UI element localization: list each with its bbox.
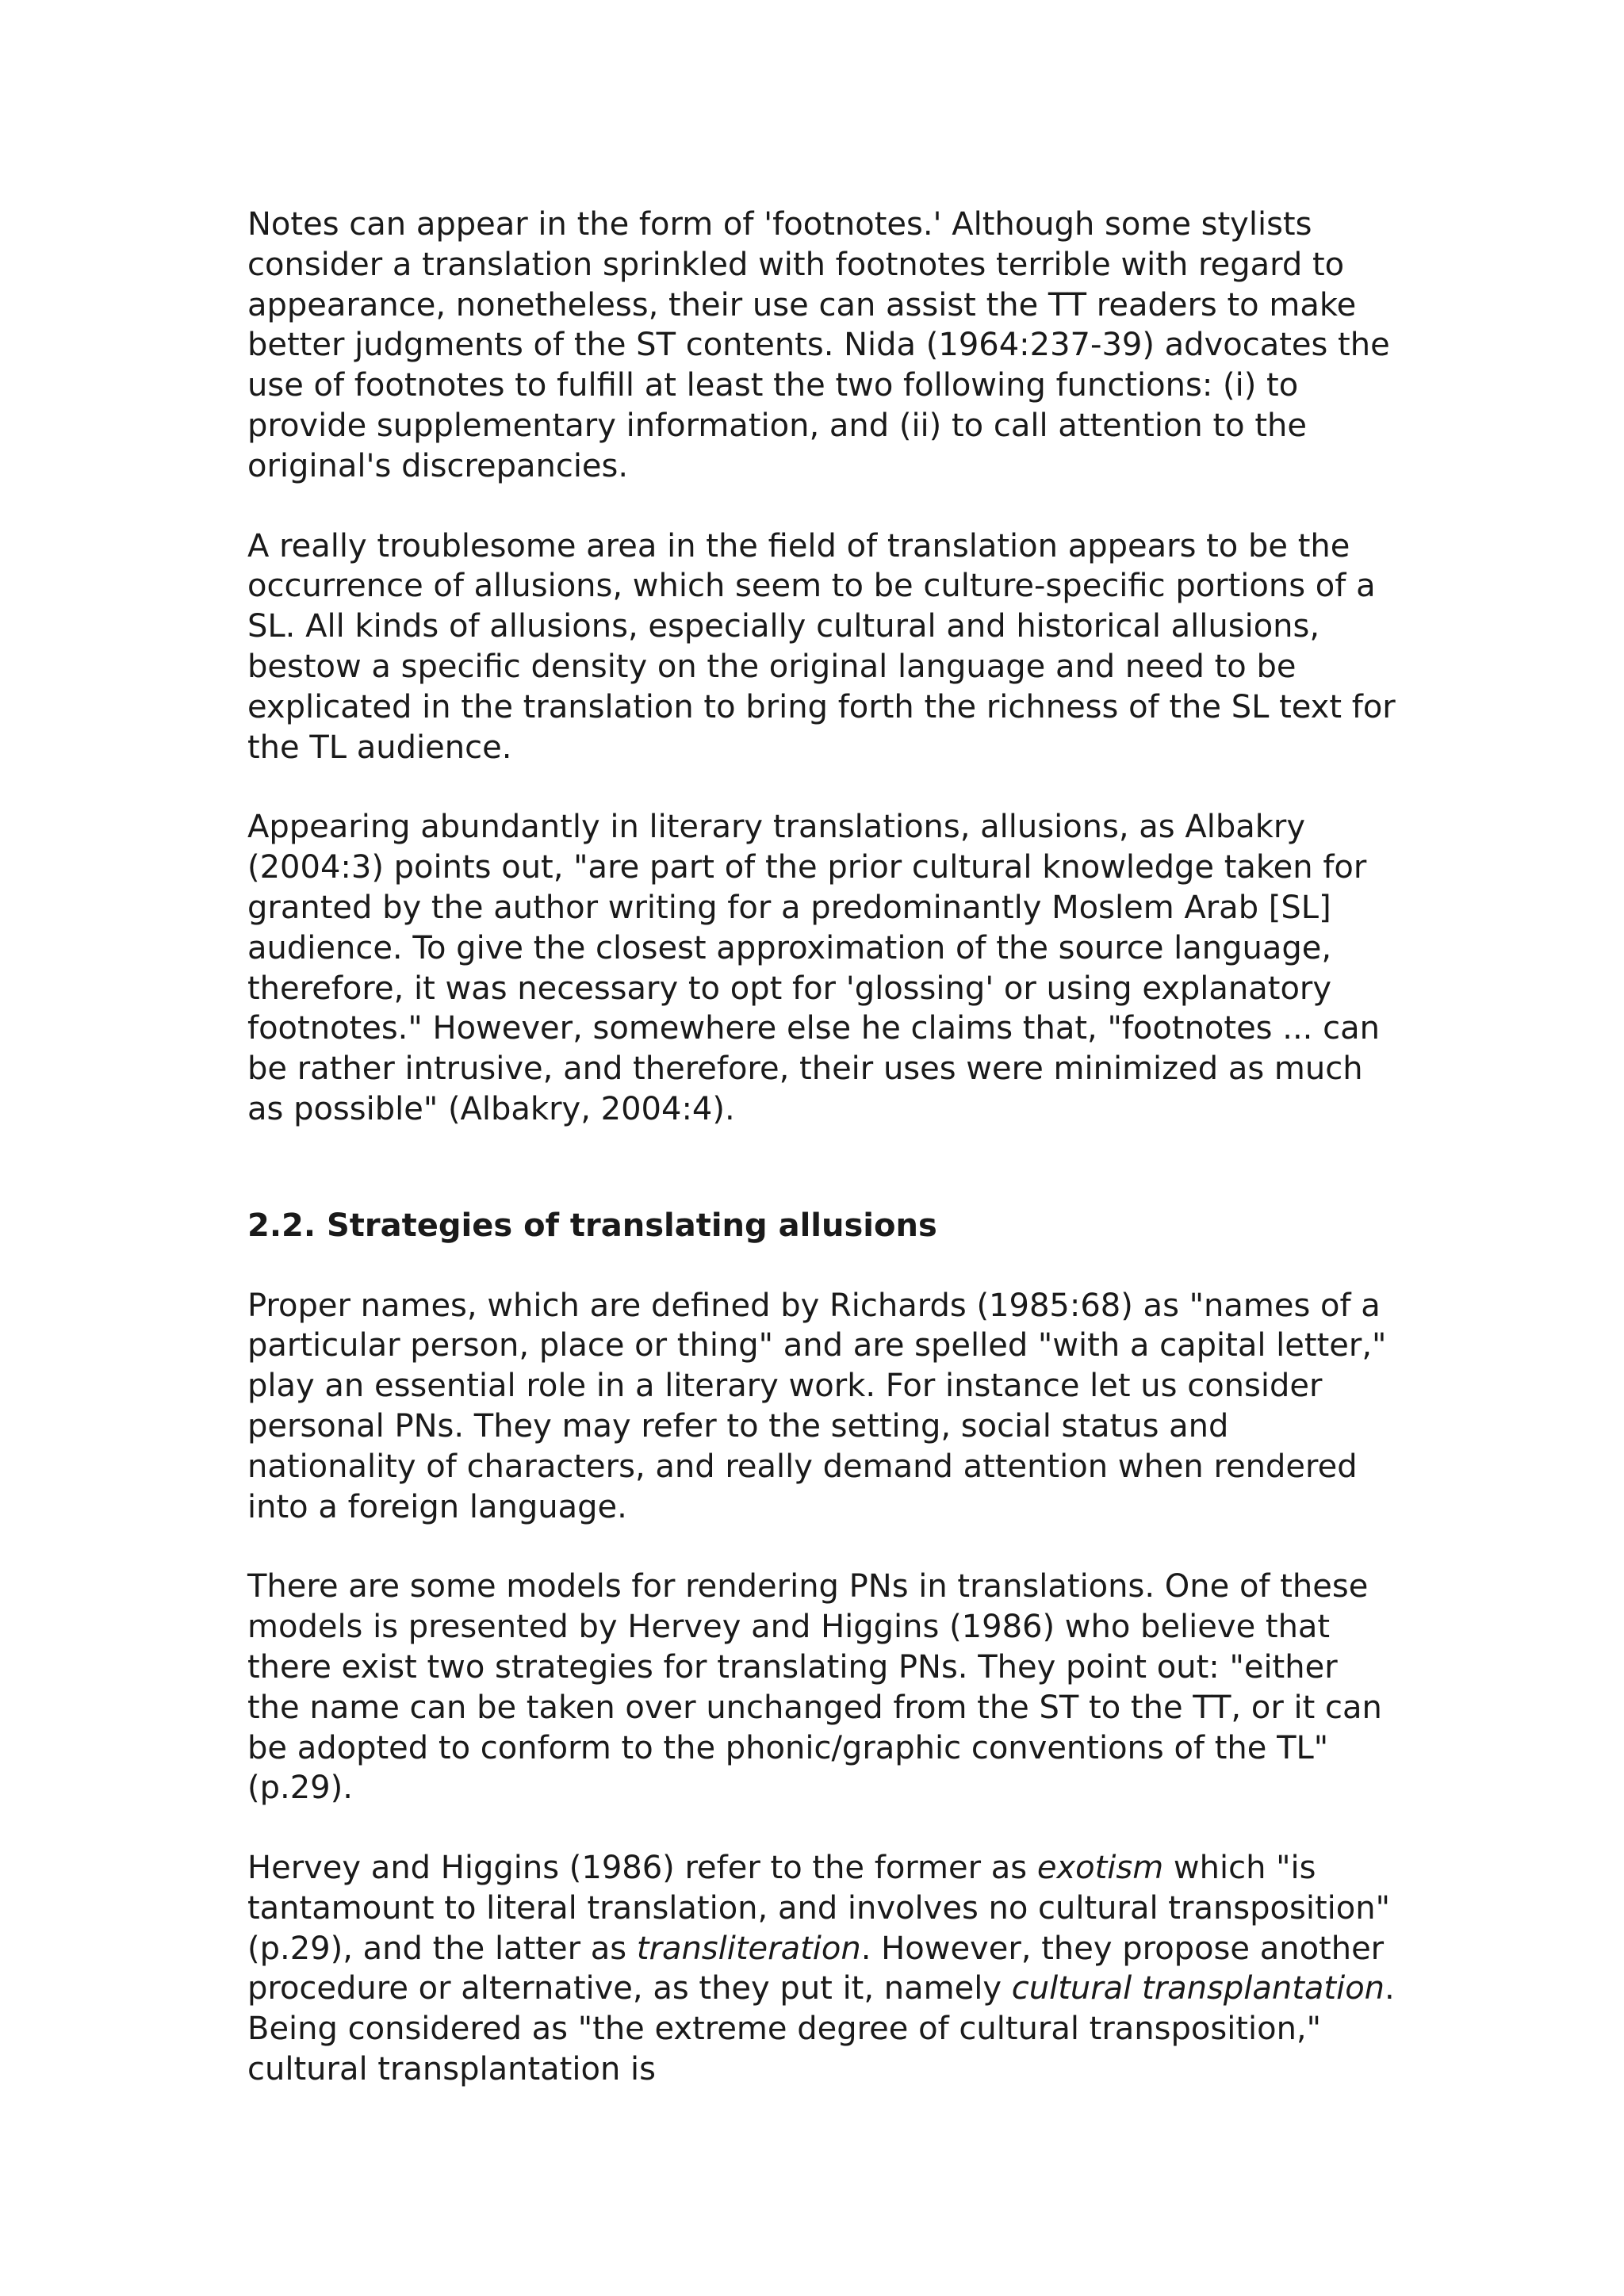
text-run: which "is tantamount to literal translation, and involves no cultural transposition" (p.29), and the latter as	[247, 1850, 1390, 1967]
paragraph-footnotes: Notes can appear in the form of 'footnotes.' Although some stylists consider a translation sprinkled with footnotes terrible with regard to appearance, nonetheless, their use can assist the TT readers to make better judgments of the ST contents. Nida (1964:237-39) advocates the use of footnotes to fulfill at least the two following functions: (i) to provide supplementary information, and (ii) to call attention to the original's discrepancies.	[247, 206, 1390, 484]
section-heading: 2.2. Strategies of translating allusions	[247, 1207, 937, 1244]
paragraph-albakry: Appearing abundantly in literary translations, allusions, as Albakry (2004:3) points out, "are part of the prior cultural knowledge taken for granted by the author writing for a predominantly Moslem Arab [SL] audience. To give the closest approximation of the source language, therefore, it was necessary to opt for 'glossing' or using explanatory footnotes." However, somewhere else he claims that, "footnotes ... can be rather intrusive, and therefore, their uses were minimized as much as possible" (Albakry, 2004:4).	[247, 809, 1380, 1127]
term-cultural-transplantation: cultural transplantation	[1011, 1970, 1385, 2007]
paragraph-models: There are some models for rendering PNs in translations. One of these models is presented by Hervey and Higgins (1986) who believe that there exist two strategies for translating PNs. They point out: "either the name can be taken over unchanged from the ST to the TT, or it can be adopted to conform to the phonic/graphic conventions of the TL" (p.29).	[247, 1568, 1382, 1807]
paragraph-hervey-higgins	[247, 1848, 1396, 2090]
paragraph-proper-names: Proper names, which are defined by Richards (1985:68) as "names of a particular person, place or thing" and are spelled "with a capital letter," play an essential role in a literary work. For instance let us consider personal PNs. They may refer to the setting, social status and nationality of characters, and really demand attention when rendered into a foreign language.	[247, 1287, 1387, 1525]
term-exotism: exotism	[1036, 1850, 1164, 1887]
text-run: Hervey and Higgins (1986) refer to the former as	[247, 1850, 1037, 1887]
term-transliteration: transliteration	[636, 1930, 861, 1967]
text-run: . Being considered as "the extreme degree of cultural transposition," cultural transplantation is	[247, 1970, 1395, 2088]
document-body	[247, 205, 1396, 2130]
paragraph-allusions: A really troublesome area in the field of translation appears to be the occurrence of allusions, which seem to be culture-specific portions of a SL. All kinds of allusions, especially cultural and historical allusions, bestow a specific density on the original language and need to be explicated in the translation to bring forth the richness of the SL text for the TL audience.	[247, 527, 1396, 766]
text-run: . However, they propose another procedure or alternative, as they put it, namely	[247, 1930, 1385, 2007]
